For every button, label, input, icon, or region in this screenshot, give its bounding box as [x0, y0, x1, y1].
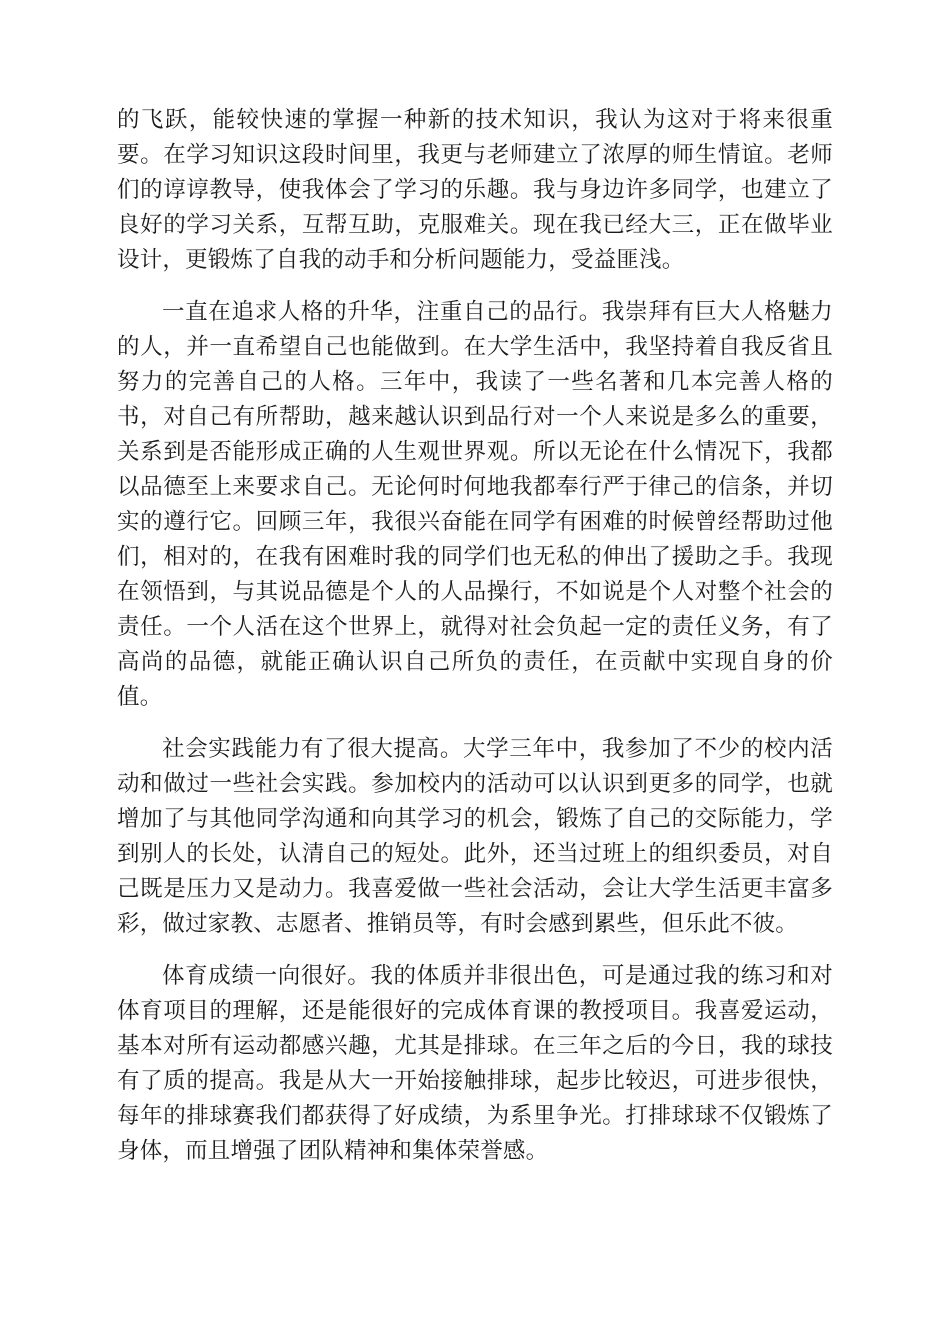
paragraph-character: 一直在追求人格的升华，注重自己的品行。我崇拜有巨大人格魅力的人，并一直希望自己也能做到。在大学生活中，我坚持着自我反省且努力的完善自己的人格。三年中，我读了一些名著和几本完善人格的书，对自己有所帮助，越来越认识到品行对一个人来说是多么的重要，关系到是否能形成正确的人生观世界观。所以无论在什么情况下，我都以品德至上来要求自己。无论何时何地我都奉行严于律己的信条，并切实的遵行它。回顾三年，我很兴奋能在同学有困难的时候曾经帮助过他们，相对的，在我有困难时我的同学们也无私的伸出了援助之手。我现在领悟到，与其说品德是个人的人品操行，不如说是个人对整个社会的责任。一个人活在这个世界上，就得对社会负起一定的责任义务，有了高尚的品德，就能正确认识自己所负的责任，在贡献中实现自身的价值。 — [117, 299, 833, 710]
paragraph-continuation: 的飞跃，能较快速的掌握一种新的技术知识，我认为这对于将来很重要。在学习知识这段时间里，我更与老师建立了浓厚的师生情谊。老师们的谆谆教导，使我体会了学习的乐趣。我与身边许多同学，也建立了良好的学习关系，互帮互助，克服难关。现在我已经大三，正在做毕业设计，更锻炼了自我的动手和分析问题能力，受益匪浅。 — [117, 107, 833, 273]
paragraph-sports: 体育成绩一向很好。我的体质并非很出色，可是通过我的练习和对体育项目的理解，还是能很好的完成体育课的教授项目。我喜爱运动，基本对所有运动都感兴趣，尤其是排球。在三年之后的今日，我的球技有了质的提高。我是从大一开始接触排球，起步比较迟，可进步很快，每年的排球赛我们都获得了好成绩，为系里争光。打排球球不仅锻炼了身体，而且增强了团队精神和集体荣誉感。 — [117, 963, 833, 1164]
paragraph-social-practice: 社会实践能力有了很大提高。大学三年中，我参加了不少的校内活动和做过一些社会实践。参加校内的活动可以认识到更多的同学，也就增加了与其他同学沟通和向其学习的机会，锻炼了自己的交际能力，学到别人的长处，认清自己的短处。此外，还当过班上的组织委员，对自己既是压力又是动力。我喜爱做一些社会活动，会让大学生活更丰富多彩，做过家教、志愿者、推销员等，有时会感到累些，但乐此不彼。 — [117, 736, 833, 937]
